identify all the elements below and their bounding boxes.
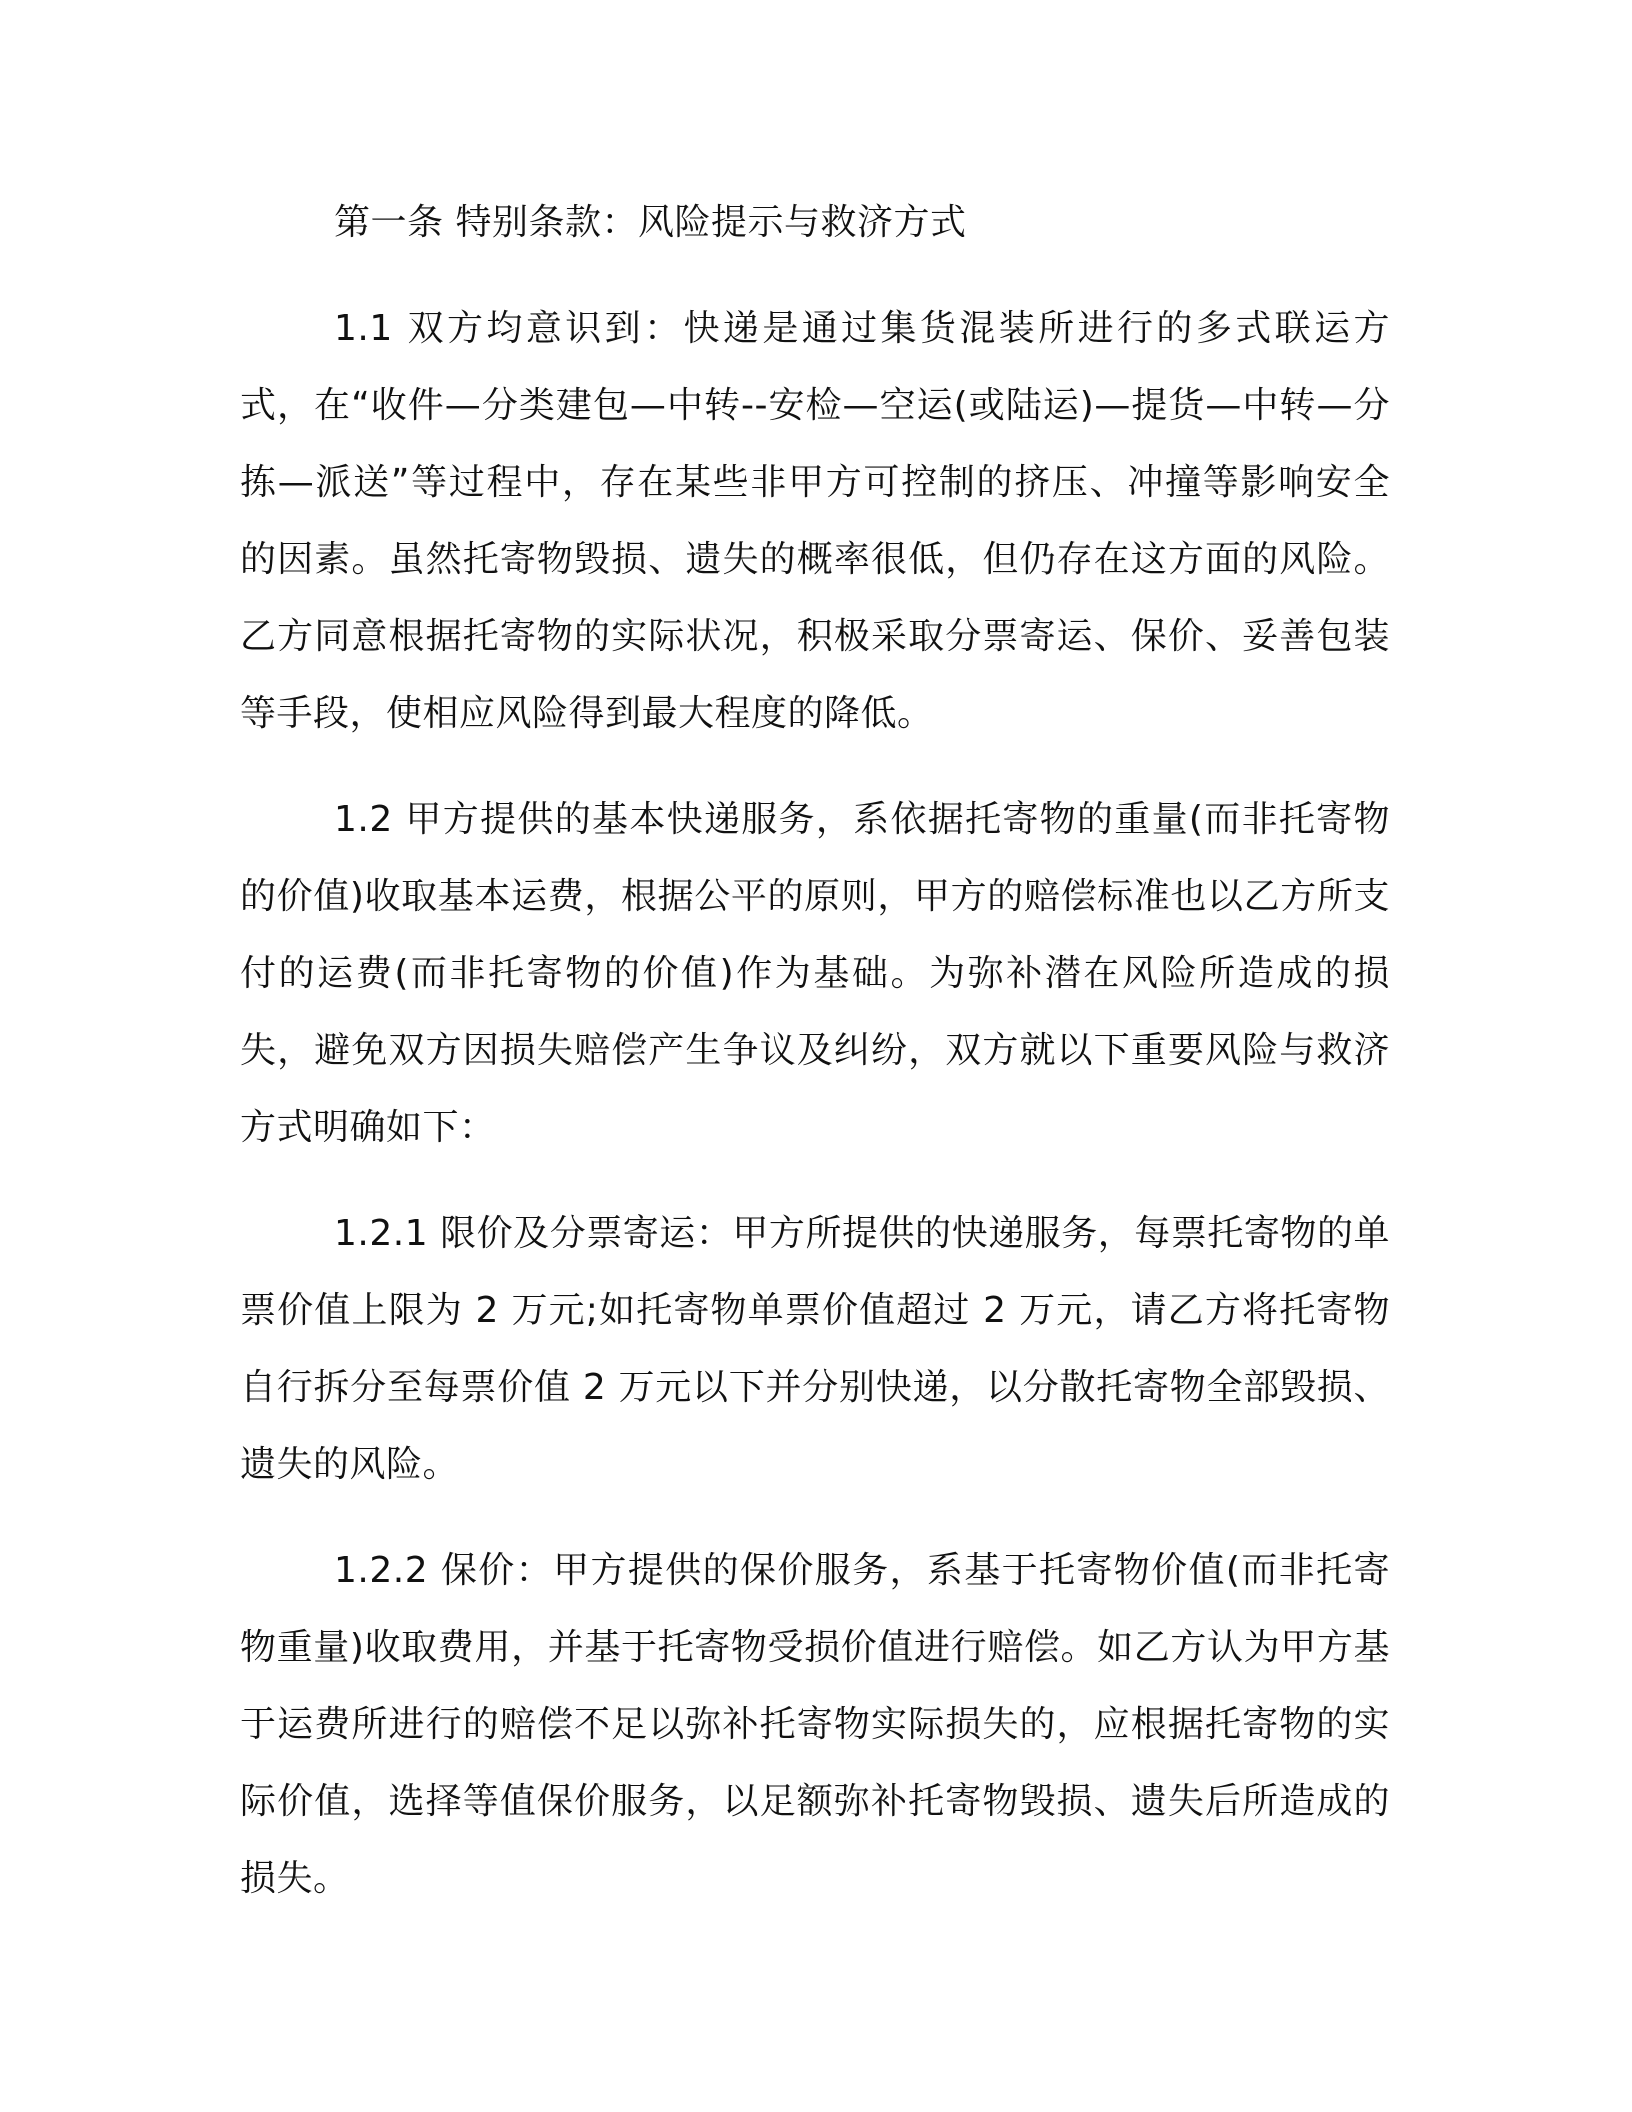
document-body xyxy=(240,184,1390,1917)
section-heading: 第一条 特别条款：风险提示与救济方式 xyxy=(334,202,967,243)
paragraph-1-2-1: 1.2.1 限价及分票寄运：甲方所提供的快递服务，每票托寄物的单票价值上限为 2 万元;如托寄物单票价值超过 2 万元，请乙方将托寄物自行拆分至每票价值 2 万元以下并分别快递，以分散托寄物全部毁损、遗失的风险。 xyxy=(240,1213,1390,1485)
paragraph-1-2: 1.2 甲方提供的基本快递服务，系依据托寄物的重量(而非托寄物的价值)收取基本运费，根据公平的原则，甲方的赔偿标准也以乙方所支付的运费(而非托寄物的价值)作为基础。为弥补潜在风险所造成的损失，避免双方因损失赔偿产生争议及纠纷，双方就以下重要风险与救济方式明确如下： xyxy=(240,799,1390,1148)
paragraph-1-2-2: 1.2.2 保价：甲方提供的保价服务，系基于托寄物价值(而非托寄物重量)收取费用，并基于托寄物受损价值进行赔偿。如乙方认为甲方基于运费所进行的赔偿不足以弥补托寄物实际损失的，应根据托寄物的实际价值，选择等值保价服务，以足额弥补托寄物毁损、遗失后所造成的损失。 xyxy=(240,1550,1390,1899)
paragraph-1-1: 1.1 双方均意识到：快递是通过集货混装所进行的多式联运方式，在“收件—分类建包—中转--安检—空运(或陆运)—提货—中转—分拣—派送”等过程中，存在某些非甲方可控制的挤压、冲撞等影响安全的因素。虽然托寄物毁损、遗失的概率很低，但仍存在这方面的风险。乙方同意根据托寄物的实际状况，积极采取分票寄运、保价、妥善包装等手段，使相应风险得到最大程度的降低。 xyxy=(240,308,1390,734)
